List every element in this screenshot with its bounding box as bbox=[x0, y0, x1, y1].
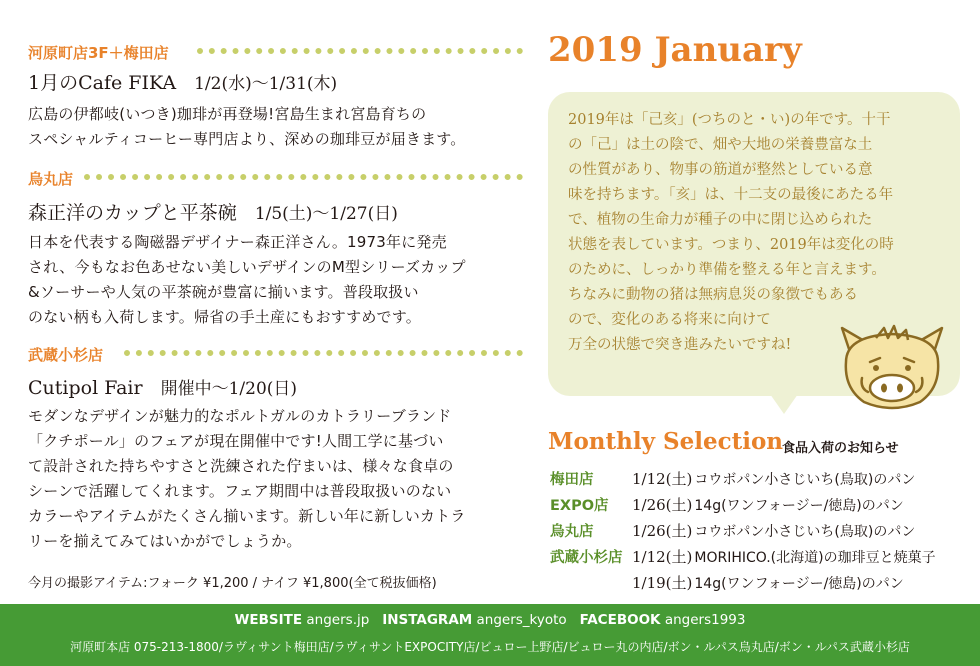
selection-store: 烏丸店 bbox=[550, 524, 594, 540]
section-title-text: Cutipol Fair bbox=[28, 377, 143, 399]
message-line: ちなみに動物の猪は無病息災の象徴でもある bbox=[568, 287, 858, 303]
message-line: の「己」は土の陰で、畑や大地の栄養豊富な土 bbox=[568, 137, 873, 153]
selection-entry bbox=[632, 520, 915, 541]
dotted-divider bbox=[124, 350, 523, 356]
section-store-label: 武蔵小杉店 bbox=[28, 346, 104, 364]
section-date: 1/5(土)〜1/27(日) bbox=[254, 204, 398, 224]
facebook-link[interactable]: angers1993 bbox=[664, 612, 746, 628]
message-line: 2019年は「己亥」(つちのと・い)の年です。十干 bbox=[568, 112, 891, 128]
section-body bbox=[28, 102, 466, 152]
selection-entry bbox=[632, 468, 915, 489]
selection-entry bbox=[632, 546, 936, 567]
message-line: で、植物の生命力が種子の中に閉じ込められた bbox=[568, 212, 873, 228]
footer-links bbox=[0, 612, 980, 628]
body-line: スペシャルティコーヒー専門店より、深めの珈琲豆が届きます。 bbox=[28, 130, 466, 148]
instagram-link[interactable]: angers_kyoto bbox=[476, 612, 567, 628]
body-line: され、今もなお色あせない美しいデザインのM型シリーズカップ bbox=[28, 258, 466, 276]
section-store-label: 烏丸店 bbox=[28, 170, 74, 188]
body-line: のない柄も入荷します。帰省の手土産にもおすすめです。 bbox=[28, 308, 421, 326]
message-line: の性質があり、物事の筋道が整然としている意 bbox=[568, 162, 873, 178]
photo-items-note: 今月の撮影アイテム:フォーク ¥1,200 / ナイフ ¥1,800(全て税抜価格) bbox=[28, 576, 437, 591]
selection-text: コウボパン小さじいち(鳥取)のパン bbox=[694, 524, 916, 540]
message-line: ので、変化のある将来に向けて bbox=[568, 312, 771, 328]
footer-store-list: 河原町本店 075-213-1800/ラヴィサント梅田店/ラヴィサントEXPOCITY店/ビュロー上野店/ビュロー丸の内店/ボン・ルパス烏丸店/ボン・ルパス武蔵小杉店 bbox=[70, 640, 910, 654]
monthly-selection-subtitle: 食品入荷のお知らせ bbox=[782, 441, 899, 456]
page-title: 2019 January bbox=[548, 30, 802, 70]
selection-date: 1/12(土) bbox=[632, 470, 693, 488]
selection-text: 14g(ワンフォージー/徳島)のパン bbox=[694, 498, 904, 514]
section-title bbox=[28, 198, 398, 225]
selection-date: 1/26(土) bbox=[632, 522, 693, 540]
body-line: モダンなデザインが魅力的なポルトガルのカトラリーブランド bbox=[28, 407, 452, 425]
selection-date: 1/12(土) bbox=[632, 548, 693, 566]
section-store-label: 河原町店3F＋梅田店 bbox=[28, 44, 169, 62]
website-label: WEBSITE bbox=[234, 612, 303, 628]
body-line: &ソーサーや人気の平茶碗が豊富に揃います。普段取扱い bbox=[28, 283, 419, 301]
selection-store: 梅田店 bbox=[550, 472, 594, 488]
dotted-divider bbox=[197, 48, 523, 54]
dotted-divider bbox=[84, 174, 523, 180]
selection-text: MORIHICO.(北海道)の珈琲豆と焼菓子 bbox=[694, 550, 936, 566]
selection-store: 武蔵小杉店 bbox=[550, 550, 623, 566]
body-line: シーンで活躍してくれます。フェア期間中は普段取扱いのない bbox=[28, 482, 452, 500]
selection-store: EXPO店 bbox=[550, 498, 609, 514]
selection-entry bbox=[632, 572, 904, 593]
section-body bbox=[28, 230, 466, 330]
bubble-tail bbox=[770, 394, 798, 414]
footer bbox=[0, 604, 980, 666]
section-title-text: 1月のCafe FIKA bbox=[28, 72, 177, 94]
body-line: 「クチポール」のフェアが現在開催中です!人間工学に基づい bbox=[28, 432, 444, 450]
boar-icon bbox=[836, 322, 948, 414]
message-line: のために、しっかり準備を整える年と言えます。 bbox=[568, 262, 886, 278]
new-year-message bbox=[568, 108, 894, 358]
body-line: 広島の伊都岐(いつき)珈琲が再登場!宮島生まれ宮島育ちの bbox=[28, 105, 427, 123]
section-date: 開催中〜1/20(日) bbox=[160, 379, 298, 399]
section-title bbox=[28, 374, 297, 399]
selection-text: 14g(ワンフォージー/徳島)のパン bbox=[694, 576, 904, 592]
body-line: て設計された持ちやすさと洗練された佇まいは、様々な食卓の bbox=[28, 457, 454, 475]
body-line: リーを揃えてみてはいかがでしょうか。 bbox=[28, 532, 302, 550]
section-title-text: 森正洋のカップと平茶碗 bbox=[28, 202, 237, 224]
facebook-label: FACEBOOK bbox=[579, 612, 661, 628]
body-line: 日本を代表する陶磁器デザイナー森正洋さん。1973年に発売 bbox=[28, 233, 447, 251]
message-line: 味を持ちます。「亥」は、十二支の最後にあたる年 bbox=[568, 187, 894, 203]
section-body bbox=[28, 404, 466, 554]
message-line: 状態を表しています。つまり、2019年は変化の時 bbox=[568, 237, 894, 253]
selection-entry bbox=[632, 494, 904, 515]
selection-date: 1/26(土) bbox=[632, 496, 693, 514]
selection-text: コウボパン小さじいち(鳥取)のパン bbox=[694, 472, 916, 488]
selection-date: 1/19(土) bbox=[632, 574, 693, 592]
instagram-label: INSTAGRAM bbox=[382, 612, 473, 628]
message-line: 万全の状態で突き進みたいですね! bbox=[568, 337, 792, 353]
monthly-selection-title: Monthly Selection bbox=[548, 428, 784, 455]
body-line: カラーやアイテムがたくさん揃います。新しい年に新しいカトラ bbox=[28, 507, 466, 525]
section-title bbox=[28, 68, 337, 95]
section-date: 1/2(水)〜1/31(木) bbox=[194, 74, 338, 94]
website-link[interactable]: angers.jp bbox=[306, 612, 370, 628]
